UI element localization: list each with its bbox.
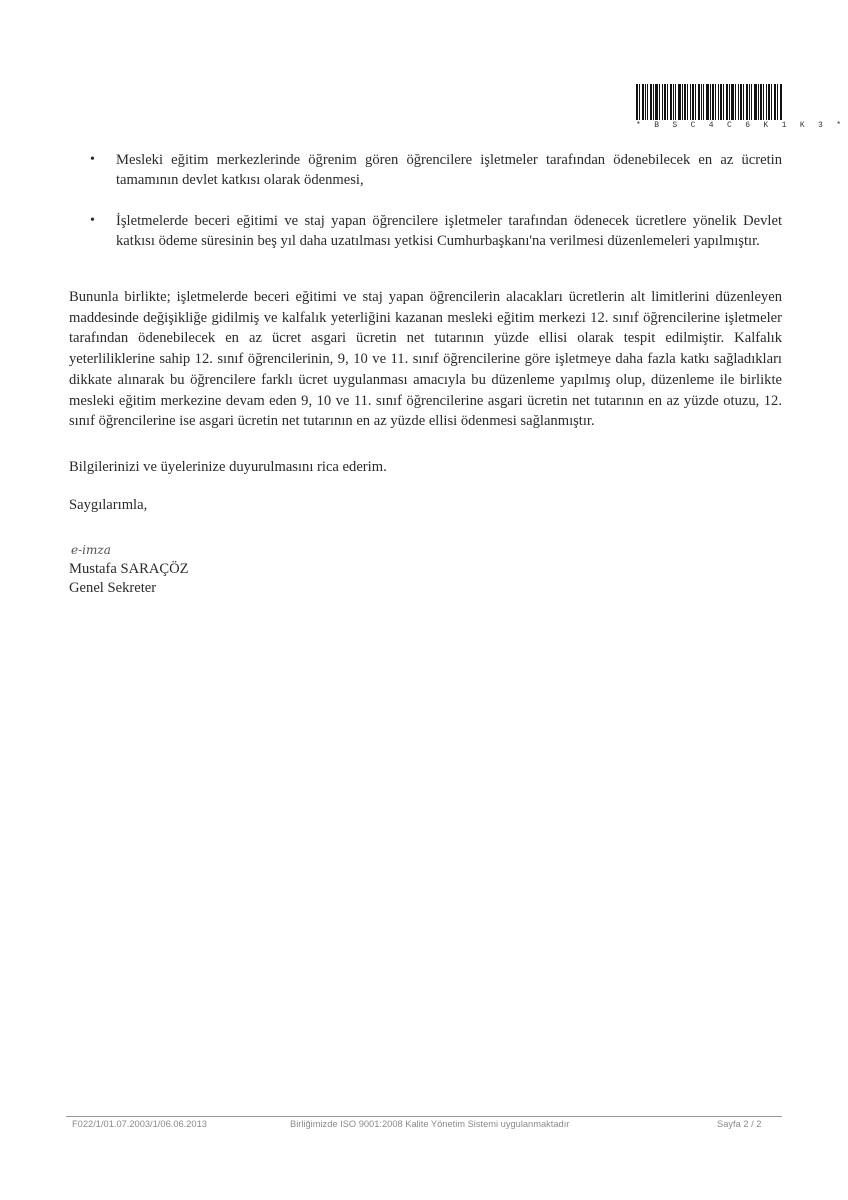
list-item: [85, 150, 782, 190]
footer-page-number: Sayfa 2 / 2: [717, 1119, 762, 1129]
bullet-icon: •: [90, 213, 95, 228]
barcode-number: * B S C 4 C 6 K 1 K 3 *: [636, 121, 846, 130]
closing-salutation: Saygılarımla,: [69, 497, 148, 513]
bullet-icon: •: [90, 152, 95, 167]
signature-block: [69, 540, 189, 598]
signatory-title: Genel Sekreter: [69, 580, 157, 596]
main-paragraph: Bununla birlikte; işletmelerde beceri eğitimi ve staj yapan öğrencilerin alacakları ücretlerin alt limitlerini düzenleyen maddesinde değişikliğe gidilmiş ve kalfalık yeterliğini kazanan mesleki eğitim merkezi 12. sınıf öğrencilerine işletmeler tarafından ödenebilecek en az ücret asgari ücretin net tutarının yüzde ellisi olarak tespit edilmiştir. Kalfalık yeterliliklerine sahip 12. sınıf öğrencilerinin, 9, 10 ve 11. sınıf öğrencilerine göre işletmeye daha fazla katkı sağladıkları dikkate alınarak bu öğrencilere farklı ücret uygulanması amacıyla bu düzenleme yapılmış olup, düzenleme ile birlikte mesleki eğitim merkezine devam eden 9, 10 ve 11. sınıf öğrencilerine asgari ücretin net tutarının en az yüzde otuzu, 12. sınıf öğrencilerine ise asgari ücretin net tutarının en az yüzde ellisi ödenmesi sağlanmıştır.: [69, 289, 782, 430]
e-signature-mark: e-imza: [71, 543, 111, 557]
footer-divider: [66, 1116, 782, 1117]
list-item: [85, 211, 782, 251]
request-paragraph: Bilgilerinizi ve üyelerinize duyurulmasını rica ederim.: [69, 459, 387, 475]
footer-form-code: F022/1/01.07.2003/1/06.06.2013: [72, 1119, 207, 1129]
signatory-name: Mustafa SARAÇÖZ: [69, 561, 189, 577]
footer-iso-statement: Birliğimizde ISO 9001:2008 Kalite Yönetim Sistemi uygulanmaktadır: [290, 1119, 570, 1129]
barcode-icon: [636, 84, 782, 120]
list-item-text: İşletmelerde beceri eğitimi ve staj yapan öğrencilere işletmeler tarafından ödenecek ücretlere yönelik Devlet katkısı ödeme süresinin beş yıl daha uzatılması yetkisi Cumhurbaşkanı'na verilmesi düzenlemeleri yapılmıştır.: [116, 213, 782, 249]
document-barcode: [636, 84, 846, 130]
list-item-text: Mesleki eğitim merkezlerinde öğrenim gören öğrencilere işletmeler tarafından ödenebilecek en az ücretin tamamının devlet katkısı olarak ödenmesi,: [116, 152, 782, 188]
decision-list: [85, 150, 782, 272]
